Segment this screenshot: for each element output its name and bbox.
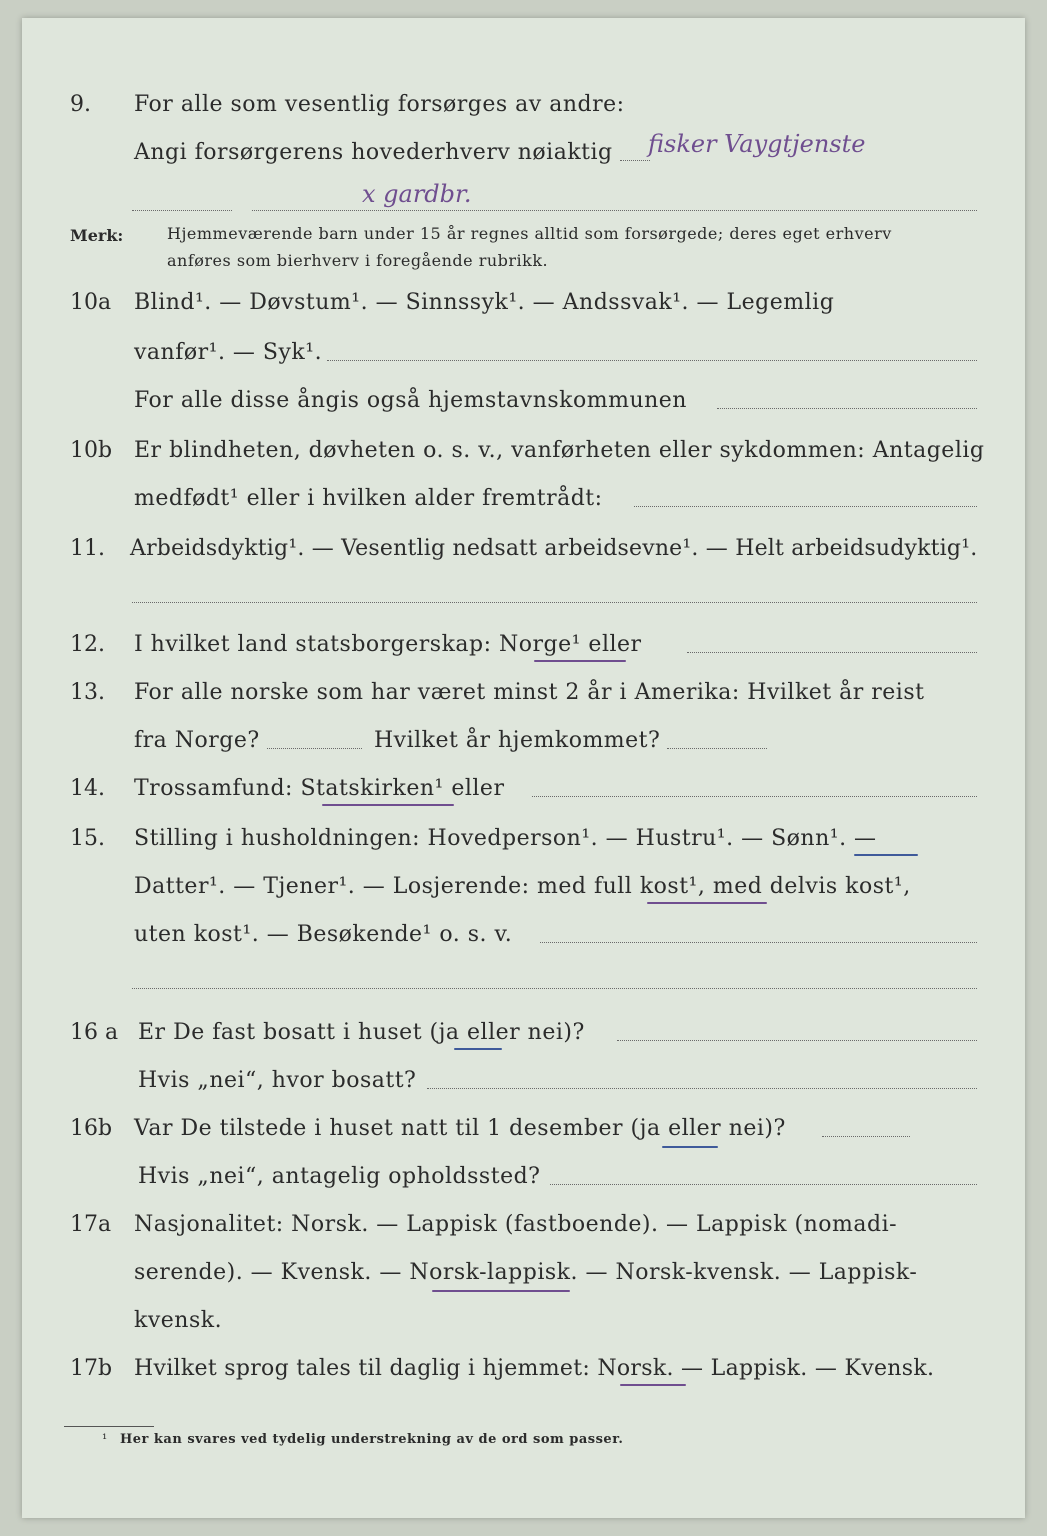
q10b-dotted-line bbox=[634, 506, 977, 507]
q10a-dotted-line-2 bbox=[717, 408, 977, 409]
q13-line2a: fra Norge? bbox=[134, 728, 260, 753]
q15-number: 15. bbox=[70, 826, 105, 851]
q10b-number: 10b bbox=[70, 438, 113, 463]
q9-number: 9. bbox=[70, 92, 91, 117]
merk-label: Merk: bbox=[70, 226, 124, 245]
q12-answer-underline bbox=[534, 660, 626, 662]
q17a-norsk-lappisk-underline bbox=[432, 1290, 570, 1292]
q13-number: 13. bbox=[70, 680, 105, 705]
q13-dotted-line-1 bbox=[267, 748, 362, 749]
q9-dotted-line-2b bbox=[252, 210, 977, 211]
q10a-number: 10a bbox=[70, 290, 112, 315]
q14-line1: Trossamfund: Statskirken¹ eller bbox=[134, 776, 505, 801]
footnote-text: Her kan svares ved tydelig understrekning av de ord som passer. bbox=[120, 1432, 624, 1447]
q13-line1: For alle norske som har været minst 2 år i Amerika: Hvilket år reist bbox=[134, 680, 925, 705]
q9-dotted-line-2a bbox=[132, 210, 232, 211]
q17a-line1: Nasjonalitet: Norsk. — Lappisk (fastboende). — Lappisk (nomadi- bbox=[134, 1212, 898, 1237]
q17b-line1: Hvilket sprog tales til daglig i hjemmet: Norsk. — Lappisk. — Kvensk. bbox=[134, 1356, 935, 1381]
q16b-line1: Var De tilstede i huset natt til 1 desember (ja eller nei)? bbox=[134, 1116, 786, 1141]
q11-number: 11. bbox=[70, 536, 105, 561]
q17a-line2: serende). — Kvensk. — Norsk-lappisk. — Norsk-kvensk. — Lappisk- bbox=[134, 1260, 918, 1285]
q11-dotted-line bbox=[132, 602, 977, 603]
q10a-line1: Blind¹. — Døvstum¹. — Sinnssyk¹. — Andssvak¹. — Legemlig bbox=[134, 290, 835, 315]
q11-line1: Arbeidsdyktig¹. — Vesentlig nedsatt arbeidsevne¹. — Helt arbeidsudyktig¹. bbox=[130, 536, 978, 561]
q9-handwritten-answer1: fisker Vaygtjenste bbox=[648, 130, 866, 158]
q15-line1: Stilling i husholdningen: Hovedperson¹. — Hustru¹. — Sønn¹. — bbox=[134, 826, 877, 851]
q17a-number: 17a bbox=[70, 1212, 112, 1237]
q16b-dotted-line-2 bbox=[550, 1184, 977, 1185]
q16b-ja-underline bbox=[662, 1146, 718, 1148]
q10a-line2: vanfør¹. — Syk¹. bbox=[134, 340, 323, 365]
q16a-line1: Er De fast bosatt i huset (ja eller nei)? bbox=[138, 1020, 585, 1045]
footnote-rule bbox=[64, 1426, 154, 1427]
merk-line2: anføres som bierhverv i foregående rubrikk. bbox=[167, 251, 549, 270]
q14-dotted-line bbox=[532, 796, 977, 797]
q15-sonn-underline bbox=[854, 854, 918, 856]
q10a-dotted-line bbox=[327, 360, 977, 361]
q15-line3: uten kost¹. — Besøkende¹ o. s. v. bbox=[134, 922, 513, 947]
q16a-line2: Hvis „nei“, hvor bosatt? bbox=[138, 1068, 417, 1093]
q17a-line3: kvensk. bbox=[134, 1308, 223, 1333]
q9-line2: Angi forsørgerens hovederhverv nøiaktig bbox=[134, 140, 613, 165]
q10b-line2: medfødt¹ eller i hvilken alder fremtrådt: bbox=[134, 486, 603, 511]
q16a-ja-underline bbox=[454, 1048, 502, 1050]
q16a-number: 16 a bbox=[70, 1020, 119, 1045]
q16a-dotted-line-2 bbox=[427, 1088, 977, 1089]
merk-line1: Hjemmeværende barn under 15 år regnes alltid som forsørgede; deres eget erhverv bbox=[167, 224, 892, 243]
q10b-line1: Er blindheten, døvheten o. s. v., vanførheten eller sykdommen: Antagelig bbox=[134, 438, 985, 463]
q17b-number: 17b bbox=[70, 1356, 113, 1381]
q15-dotted-line-2 bbox=[132, 988, 977, 989]
q14-answer-underline bbox=[322, 804, 454, 806]
q16b-number: 16b bbox=[70, 1116, 113, 1141]
q17b-norsk-underline bbox=[620, 1384, 686, 1386]
q9-dotted-line bbox=[620, 160, 650, 161]
q15-dotted-line bbox=[540, 942, 977, 943]
q12-number: 12. bbox=[70, 632, 105, 657]
q14-number: 14. bbox=[70, 776, 105, 801]
q10a-line3: For alle disse ångis også hjemstavnskommunen bbox=[134, 388, 687, 413]
q15-full-kost-underline bbox=[647, 902, 767, 904]
q16a-dotted-line bbox=[617, 1040, 977, 1041]
q9-line1: For alle som vesentlig forsørges av andre: bbox=[134, 92, 625, 117]
q13-line2b: Hvilket år hjemkommet? bbox=[374, 728, 661, 753]
q16b-line2: Hvis „nei“, antagelig opholdssted? bbox=[138, 1164, 541, 1189]
q15-line2: Datter¹. — Tjener¹. — Losjerende: med full kost¹, med delvis kost¹, bbox=[134, 874, 911, 899]
q16b-dotted-line bbox=[822, 1136, 910, 1137]
q9-handwritten-answer2: x gardbr. bbox=[362, 180, 472, 208]
q12-dotted-line bbox=[687, 652, 977, 653]
q12-line1: I hvilket land statsborgerskap: Norge¹ eller bbox=[134, 632, 642, 657]
q13-dotted-line-2 bbox=[667, 748, 767, 749]
footnote-mark: ¹ bbox=[102, 1432, 108, 1447]
census-form-page bbox=[22, 18, 1025, 1518]
